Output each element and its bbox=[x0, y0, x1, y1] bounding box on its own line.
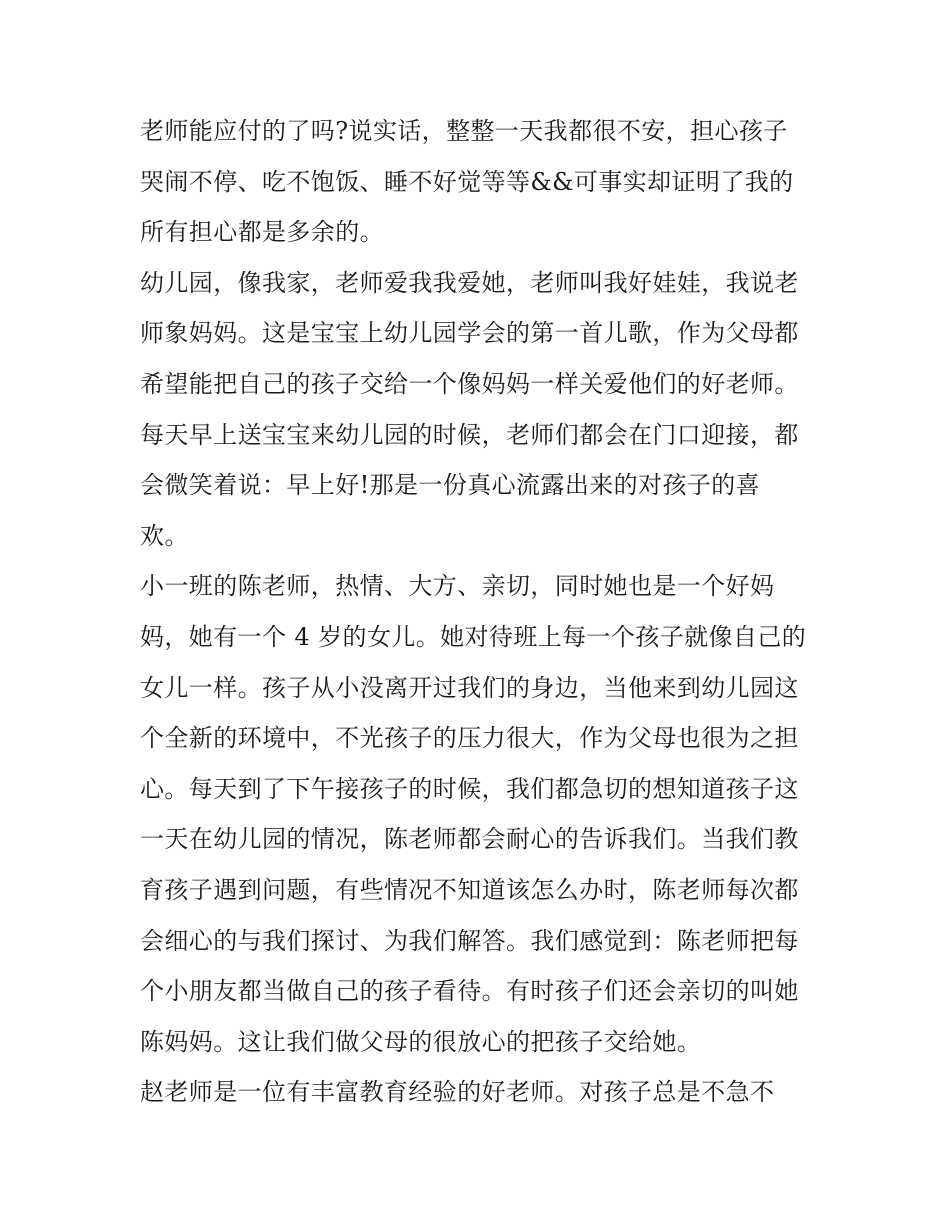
text-line: 陈妈妈。这让我们做父母的很放心的把孩子交给她。 bbox=[140, 1027, 702, 1056]
text-line: 希望能把自己的孩子交给一个像妈妈一样关爱他们的好老师。 bbox=[140, 369, 799, 398]
text-line: 欢。 bbox=[140, 521, 189, 550]
body-text bbox=[140, 106, 820, 1118]
text-line: 哭闹不停、吃不饱饭、睡不好觉等等&&可事实却证明了我的 bbox=[140, 167, 794, 196]
text-line: 妈，她有一个 4 岁的女儿。她对待班上每一个孩子就像自己的 bbox=[140, 622, 807, 651]
text-line: 小一班的陈老师，热情、大方、亲切，同时她也是一个好妈 bbox=[140, 572, 775, 601]
text-line: 每天早上送宝宝来幼儿园的时候，老师们都会在门口迎接，都 bbox=[140, 420, 799, 449]
text-line: 幼儿园，像我家，老师爱我我爱她，老师叫我好娃娃，我说老 bbox=[140, 268, 799, 297]
text-line: 赵老师是一位有丰富教育经验的好老师。对孩子总是不急不 bbox=[140, 1078, 775, 1107]
text-line: 个小朋友都当做自己的孩子看待。有时孩子们还会亲切的叫她 bbox=[140, 977, 799, 1006]
text-line: 女儿一样。孩子从小没离开过我们的身边，当他来到幼儿园这 bbox=[140, 673, 799, 702]
text-line: 育孩子遇到问题，有些情况不知道该怎么办时，陈老师每次都 bbox=[140, 875, 799, 904]
text-line: 师象妈妈。这是宝宝上幼儿园学会的第一首儿歌，作为父母都 bbox=[140, 319, 799, 348]
text-line: 个全新的环境中，不光孩子的压力很大，作为父母也很为之担 bbox=[140, 724, 799, 753]
text-line: 心。每天到了下午接孩子的时候，我们都急切的想知道孩子这 bbox=[140, 774, 799, 803]
text-line: 一天在幼儿园的情况，陈老师都会耐心的告诉我们。当我们教 bbox=[140, 825, 799, 854]
text-line: 所有担心都是多余的。 bbox=[140, 218, 384, 247]
text-line: 会微笑着说：早上好!那是一份真心流露出来的对孩子的喜 bbox=[140, 471, 761, 500]
text-line: 老师能应付的了吗?说实话，整整一天我都很不安，担心孩子 bbox=[140, 117, 788, 145]
text-line: 会细心的与我们探讨、为我们解答。我们感觉到：陈老师把每 bbox=[140, 926, 799, 955]
